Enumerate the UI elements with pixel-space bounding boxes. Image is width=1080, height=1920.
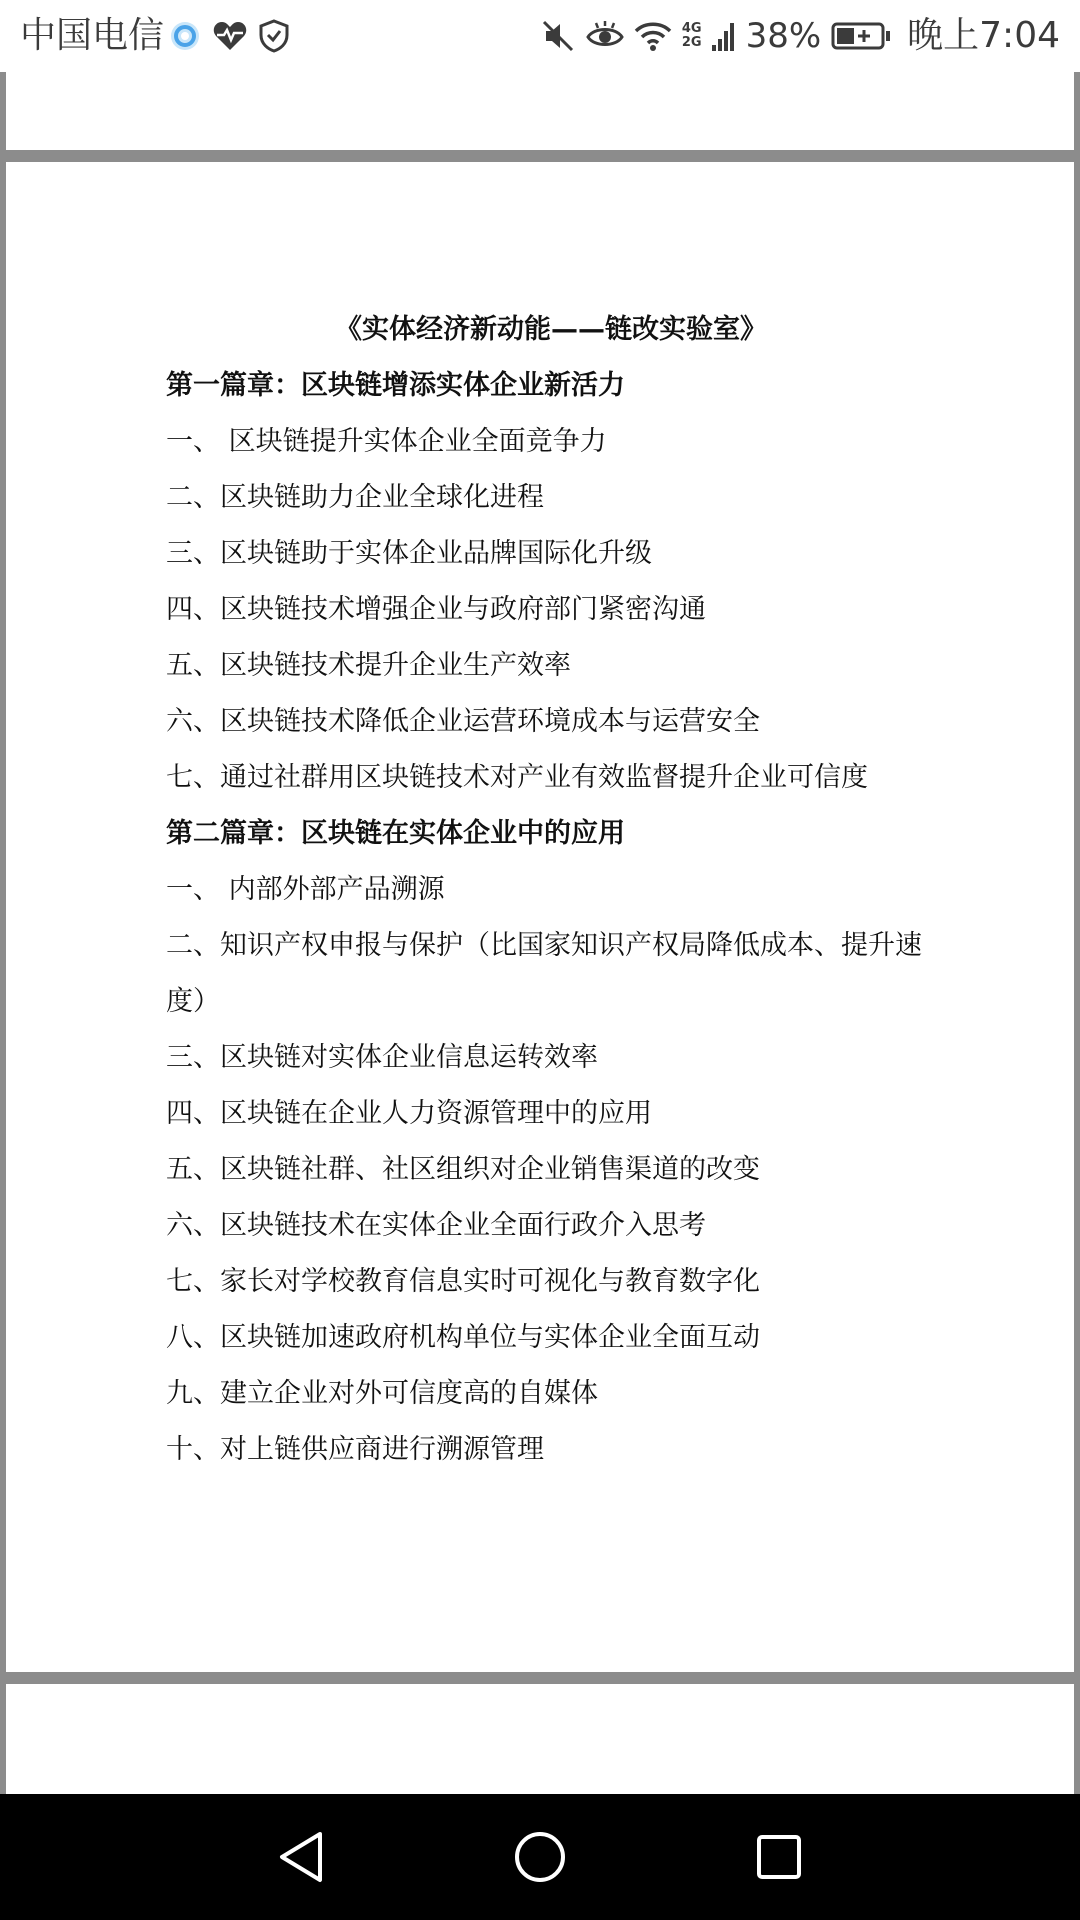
signal-icon bbox=[712, 19, 736, 53]
chapter-heading: 第二篇章：区块链在实体企业中的应用 bbox=[166, 818, 625, 849]
list-item: 六、区块链技术降低企业运营环境成本与运营安全 bbox=[166, 706, 760, 737]
document-content bbox=[166, 302, 926, 1478]
document-title: 《实体经济新动能——链改实验室》 bbox=[335, 314, 767, 345]
mute-icon bbox=[540, 18, 576, 54]
list-item: 三、区块链对实体企业信息运转效率 bbox=[166, 1042, 598, 1073]
previous-page[interactable] bbox=[6, 72, 1074, 150]
chapter-heading: 第一篇章：区块链增添实体企业新活力 bbox=[166, 370, 625, 401]
home-button[interactable] bbox=[507, 1824, 573, 1890]
back-icon bbox=[276, 1830, 326, 1884]
network-type-top: 4G bbox=[681, 21, 702, 36]
recent-apps-button[interactable] bbox=[746, 1824, 812, 1890]
home-icon bbox=[513, 1830, 567, 1884]
clock: 晚上7:04 bbox=[907, 15, 1060, 56]
notification-icons bbox=[168, 16, 290, 56]
list-item: 八、区块链加速政府机构单位与实体企业全面互动 bbox=[166, 1322, 760, 1353]
list-item: 三、区块链助于实体企业品牌国际化升级 bbox=[166, 538, 652, 569]
recent-apps-icon bbox=[755, 1833, 803, 1881]
health-heart-icon bbox=[212, 19, 248, 53]
system-indicators bbox=[540, 12, 1060, 60]
list-item: 四、区块链技术增强企业与政府部门紧密沟通 bbox=[166, 594, 706, 625]
back-button[interactable] bbox=[268, 1824, 334, 1890]
list-item: 一、 内部外部产品溯源 bbox=[166, 874, 445, 905]
list-item: 二、知识产权申报与保护（比国家知识产权局降低成本、提升速度） bbox=[166, 930, 922, 1017]
status-bar bbox=[0, 0, 1080, 72]
carrier-name: 中国电信 bbox=[20, 15, 165, 56]
list-item: 七、通过社群用区块链技术对产业有效监督提升企业可信度 bbox=[166, 762, 868, 793]
document-viewer[interactable] bbox=[0, 72, 1080, 1794]
list-item: 十、对上链供应商进行溯源管理 bbox=[166, 1434, 544, 1465]
list-item: 九、建立企业对外可信度高的自媒体 bbox=[166, 1378, 598, 1409]
document-lines bbox=[166, 358, 926, 1478]
shield-icon bbox=[258, 19, 290, 53]
eye-comfort-icon bbox=[586, 19, 624, 53]
battery-percent: 38% bbox=[745, 16, 822, 56]
network-type-bottom: 2G bbox=[681, 35, 702, 50]
wifi-icon bbox=[634, 20, 672, 52]
current-page[interactable] bbox=[6, 162, 1074, 1672]
list-item: 五、区块链社群、社区组织对企业销售渠道的改变 bbox=[166, 1154, 760, 1185]
browser-icon bbox=[168, 19, 202, 53]
next-page[interactable] bbox=[6, 1684, 1074, 1794]
navigation-bar bbox=[0, 1794, 1080, 1920]
battery-charging-icon bbox=[831, 21, 891, 51]
list-item: 二、区块链助力企业全球化进程 bbox=[166, 482, 544, 513]
list-item: 五、区块链技术提升企业生产效率 bbox=[166, 650, 571, 681]
list-item: 六、区块链技术在实体企业全面行政介入思考 bbox=[166, 1210, 706, 1241]
list-item: 七、家长对学校教育信息实时可视化与教育数字化 bbox=[166, 1266, 760, 1297]
list-item: 一、 区块链提升实体企业全面竞争力 bbox=[166, 426, 607, 457]
list-item: 四、区块链在企业人力资源管理中的应用 bbox=[166, 1098, 652, 1129]
network-type bbox=[682, 22, 702, 50]
